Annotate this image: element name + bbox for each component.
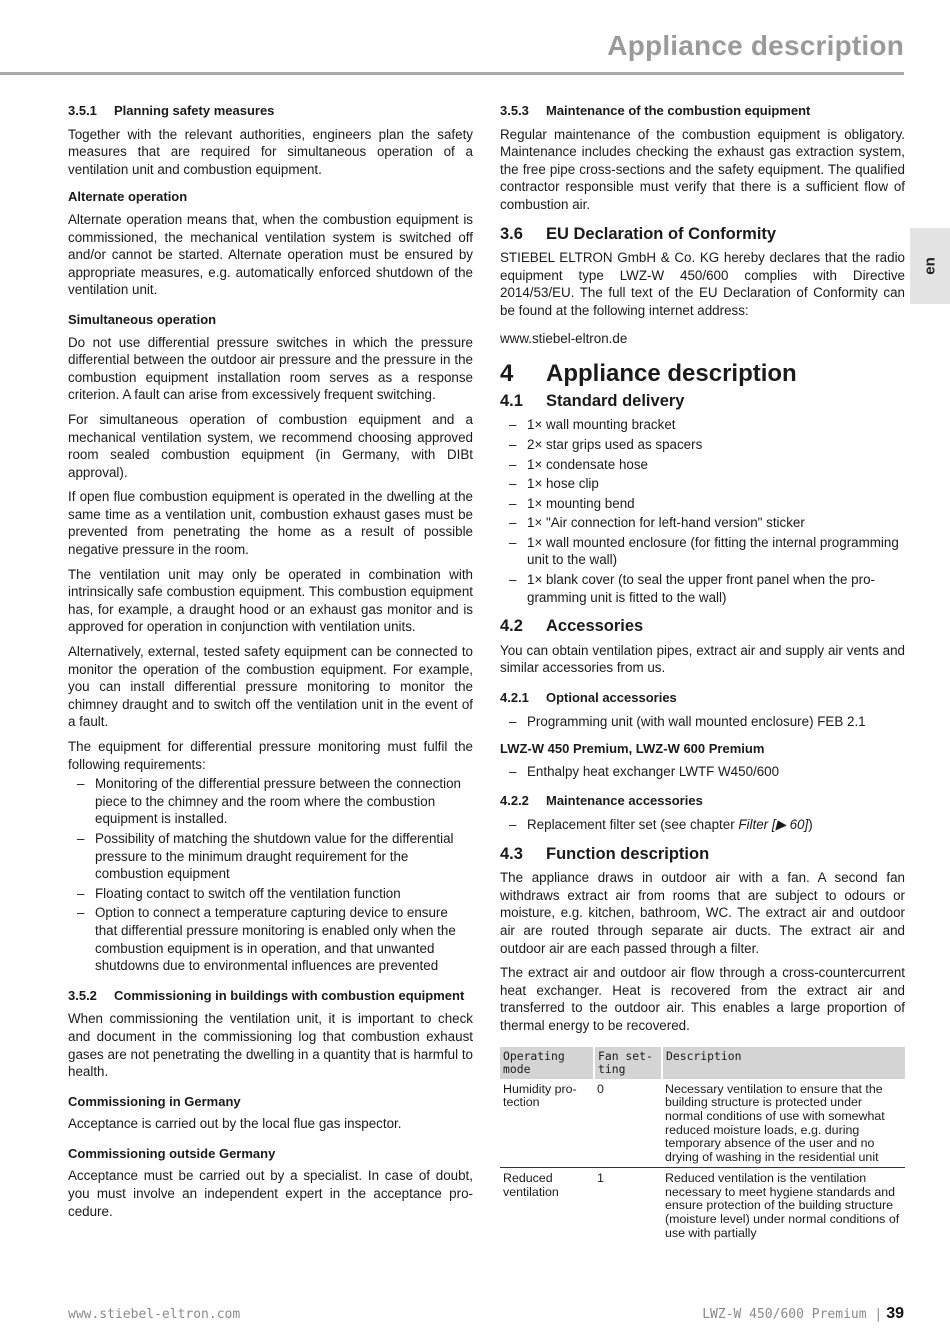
paragraph: For simultaneous operation of combustion equipment and a mechanical ventilation system, we recommend choosing approved room sealed combustion equipment (in Germany, with DIBt approval). <box>68 411 473 480</box>
table-header-operating-mode: Operating mode <box>500 1047 594 1079</box>
operating-modes-table <box>500 1047 905 1244</box>
table-cell: 1 <box>597 1171 604 1186</box>
list-item: – 1× wall mounted enclosure (for fitting the internal programming unit to the wall) <box>500 534 905 569</box>
section-4-1-heading: 4.1 Standard delivery <box>500 391 685 410</box>
page-header-title: Appliance description <box>607 30 904 61</box>
list-item: – Possibility of matching the shutdown value for the differential pressure to the minimum draught requirement for the combustion equipment <box>68 830 473 883</box>
section-4-2-1-heading: 4.2.1 Optional accessories <box>500 690 677 706</box>
paragraph: Alternate operation means that, when the combustion equipment is commissioned, the mechanical ventilation system is switched off and/or cannot be started. Alternate operation must be ensured by appropriate measures, e.g. automatically enforced shutdown of the ventilation unit. <box>68 211 473 298</box>
subheading-commissioning-outside-germany: Commissioning outside Germany <box>68 1145 276 1161</box>
language-tab <box>910 228 950 304</box>
list-item: – Programming unit (with wall mounted enclosure) FEB 2.1 <box>500 713 905 731</box>
table-cell: Reduced ventilation is the ventilation necessary to meet hygiene standards and ensure protection of the building structure (moisture level) under normal conditions of use with partially <box>665 1171 900 1240</box>
section-4-2-2-heading: 4.2.2 Maintenance accessories <box>500 793 703 809</box>
chapter-4-heading: 4 Appliance description <box>500 360 797 388</box>
website-link[interactable]: www.stiebel-eltron.de <box>500 330 628 346</box>
section-4-3-heading: 4.3 Function description <box>500 844 710 863</box>
list-item: – Floating contact to switch off the ventilation function <box>68 885 473 903</box>
filter-chapter-link[interactable]: Filter [▶ 60] <box>738 817 809 832</box>
list-item: – 1× blank cover (to seal the upper front panel when the programming unit is fitted to the wall) <box>500 571 905 606</box>
section-3-5-2-heading: 3.5.2 Commissioning in buildings with combustion equipment <box>68 987 465 1003</box>
table-row <box>500 1079 905 1168</box>
optional-accessories-list <box>500 713 905 731</box>
list-item: – 1× hose clip <box>500 475 905 493</box>
section-3-6-heading: 3.6 EU Declaration of Conformity <box>500 224 777 243</box>
paragraph: STIEBEL ELTRON GmbH & Co. KG hereby declares that the radio equipment type LWZ-W 450/600 complies with Directive 2014/53/EU. The full text of the EU Declaration of Conformity can be found at the following internet address: <box>500 250 905 318</box>
list-item: – 1× mounting bend <box>500 495 905 513</box>
subheading-alternate-operation: Alternate operation <box>68 189 188 205</box>
table-row <box>500 1168 905 1243</box>
left-column <box>68 102 473 1227</box>
section-3-5-3-heading: 3.5.3 Maintenance of the combustion equipment <box>500 103 811 118</box>
section-4-2-heading: 4.2 Accessories <box>500 617 644 636</box>
subheading-commissioning-germany: Commissioning in Germany <box>68 1093 241 1109</box>
table-cell: Necessary ventilation to ensure that the building structure is protected under normal conditions of use with somewhat reduced moisture loads, e.g. during temporary absence of the user and no drying of washing in the residential unit <box>662 1079 905 1168</box>
list-item: – Enthalpy heat exchanger LWTF W450/600 <box>500 763 905 781</box>
table-header-description: Description <box>662 1047 905 1079</box>
paragraph: Alternatively, external, tested safety equipment can be connected to monitor the operation of the combustion equipment. For example, you can install differential pressure monitoring to monitor the chimney draught and to switch off the ventilation unit in the event of a fault. <box>68 644 473 730</box>
list-item: – Option to connect a temperature capturing device to ensure that differential pressure monitoring is enabled only when the combustion equipment is in operation, and that unwanted shutdowns due to environmental influences are prevented <box>68 904 473 974</box>
right-column <box>500 102 905 1243</box>
paragraph: Do not use differential pressure switches in which the pressure differential between the outdoor air pressure and the pressure in the combustion equipment installation room serves as a response criterion. A fault can arise from excessively frequent switching. <box>68 334 473 403</box>
footer-website: www.stiebel-eltron.com <box>68 1307 241 1322</box>
paragraph: When commissioning the ventilation unit, it is important to check and document in the commissioning log that combustion exhaust gases are not penetrating the dwelling in a quantity that is harmful to health. <box>68 1011 473 1080</box>
table-cell: Humidity protection <box>500 1079 594 1168</box>
subheading-simultaneous-operation: Simultaneous operation <box>68 311 217 327</box>
page-number: 39 <box>886 1305 904 1322</box>
paragraph: Acceptance must be carried out by a specialist. In case of doubt, you must involve an independent expert in the acceptance procedure. <box>68 1168 473 1219</box>
paragraph: The ventilation unit may only be operated in combination with intrinsically safe combustion equipment. This combustion equipment has, for example, a draught hood or an exhaust gas monitor and is approved for operation in conjunction with ventilation units. <box>68 566 473 635</box>
subheading-premium-models: LWZ-W 450 Premium, LWZ-W 600 Premium <box>500 741 765 757</box>
paragraph: The extract air and outdoor air flow through a cross-countercurrent heat exchanger. Heat is recovered from the extract air and transferred to the outdoor air. This enables a large proportion of thermal energy to be recovered. <box>500 965 905 1033</box>
table-cell: Reduced ventilation <box>503 1171 559 1199</box>
list-item: – 1× "Air connection for left-hand version" sticker <box>500 514 905 532</box>
list-item: – 1× condensate hose <box>500 456 905 474</box>
list-item: – Replacement filter set (see chapter Filter [▶ 60]) <box>500 816 905 834</box>
premium-accessories-list <box>500 763 905 781</box>
language-tab-label: en <box>921 257 939 275</box>
table-cell: 0 <box>594 1079 662 1168</box>
section-3-5-1-heading: 3.5.1 Planning safety measures <box>68 103 275 118</box>
header-divider <box>0 72 904 75</box>
paragraph: Together with the relevant authorities, engineers plan the safety measures that are required for simultaneous operation of a ventilation unit and combustion equipment. <box>68 126 473 177</box>
footer-document-info: LWZ-W 450/600 Premium | 39 <box>702 1305 904 1322</box>
maintenance-accessories-list <box>500 816 905 834</box>
list-item: – 2× star grips used as spacers <box>500 436 905 454</box>
paragraph: You can obtain ventilation pipes, extract air and supply air vents and similar accessories from us. <box>500 642 905 676</box>
paragraph: If open flue combustion equipment is operated in the dwelling at the same time as a ventilation unit, combustion exhaust gases must be prevented from penetrating the home as a result of possible negative pressure in the room. <box>68 489 473 558</box>
paragraph: The equipment for differential pressure monitoring must fulfil the following requirements: <box>68 739 473 772</box>
list-item: – 1× wall mounting bracket <box>500 416 905 434</box>
list-item: – Monitoring of the differential pressure between the connection piece to the chimney and the room where the combustion equipment is installed. <box>68 775 473 828</box>
table-header-fan-setting: Fan setting <box>594 1047 662 1079</box>
paragraph: Acceptance is carried out by the local flue gas inspector. <box>68 1116 402 1132</box>
requirements-list <box>68 775 473 975</box>
delivery-list <box>500 416 905 606</box>
paragraph: The appliance draws in outdoor air with a fan. A second fan withdraws extract air from rooms that are subject to odours or moisture, e.g. kitchen, bathroom, WC. The extract air and outdoor air are routed through separate air ducts. The extract air and outdoor air are each passed through a filter. <box>500 870 905 956</box>
paragraph: Regular maintenance of the combustion equipment is obligatory. Maintenance includes checking the exhaust gas extraction system, the free pipe cross-sections and the safety equipment. The qualified contractor responsible must verify that there is a sufficient flow of combustion air. <box>500 126 905 212</box>
